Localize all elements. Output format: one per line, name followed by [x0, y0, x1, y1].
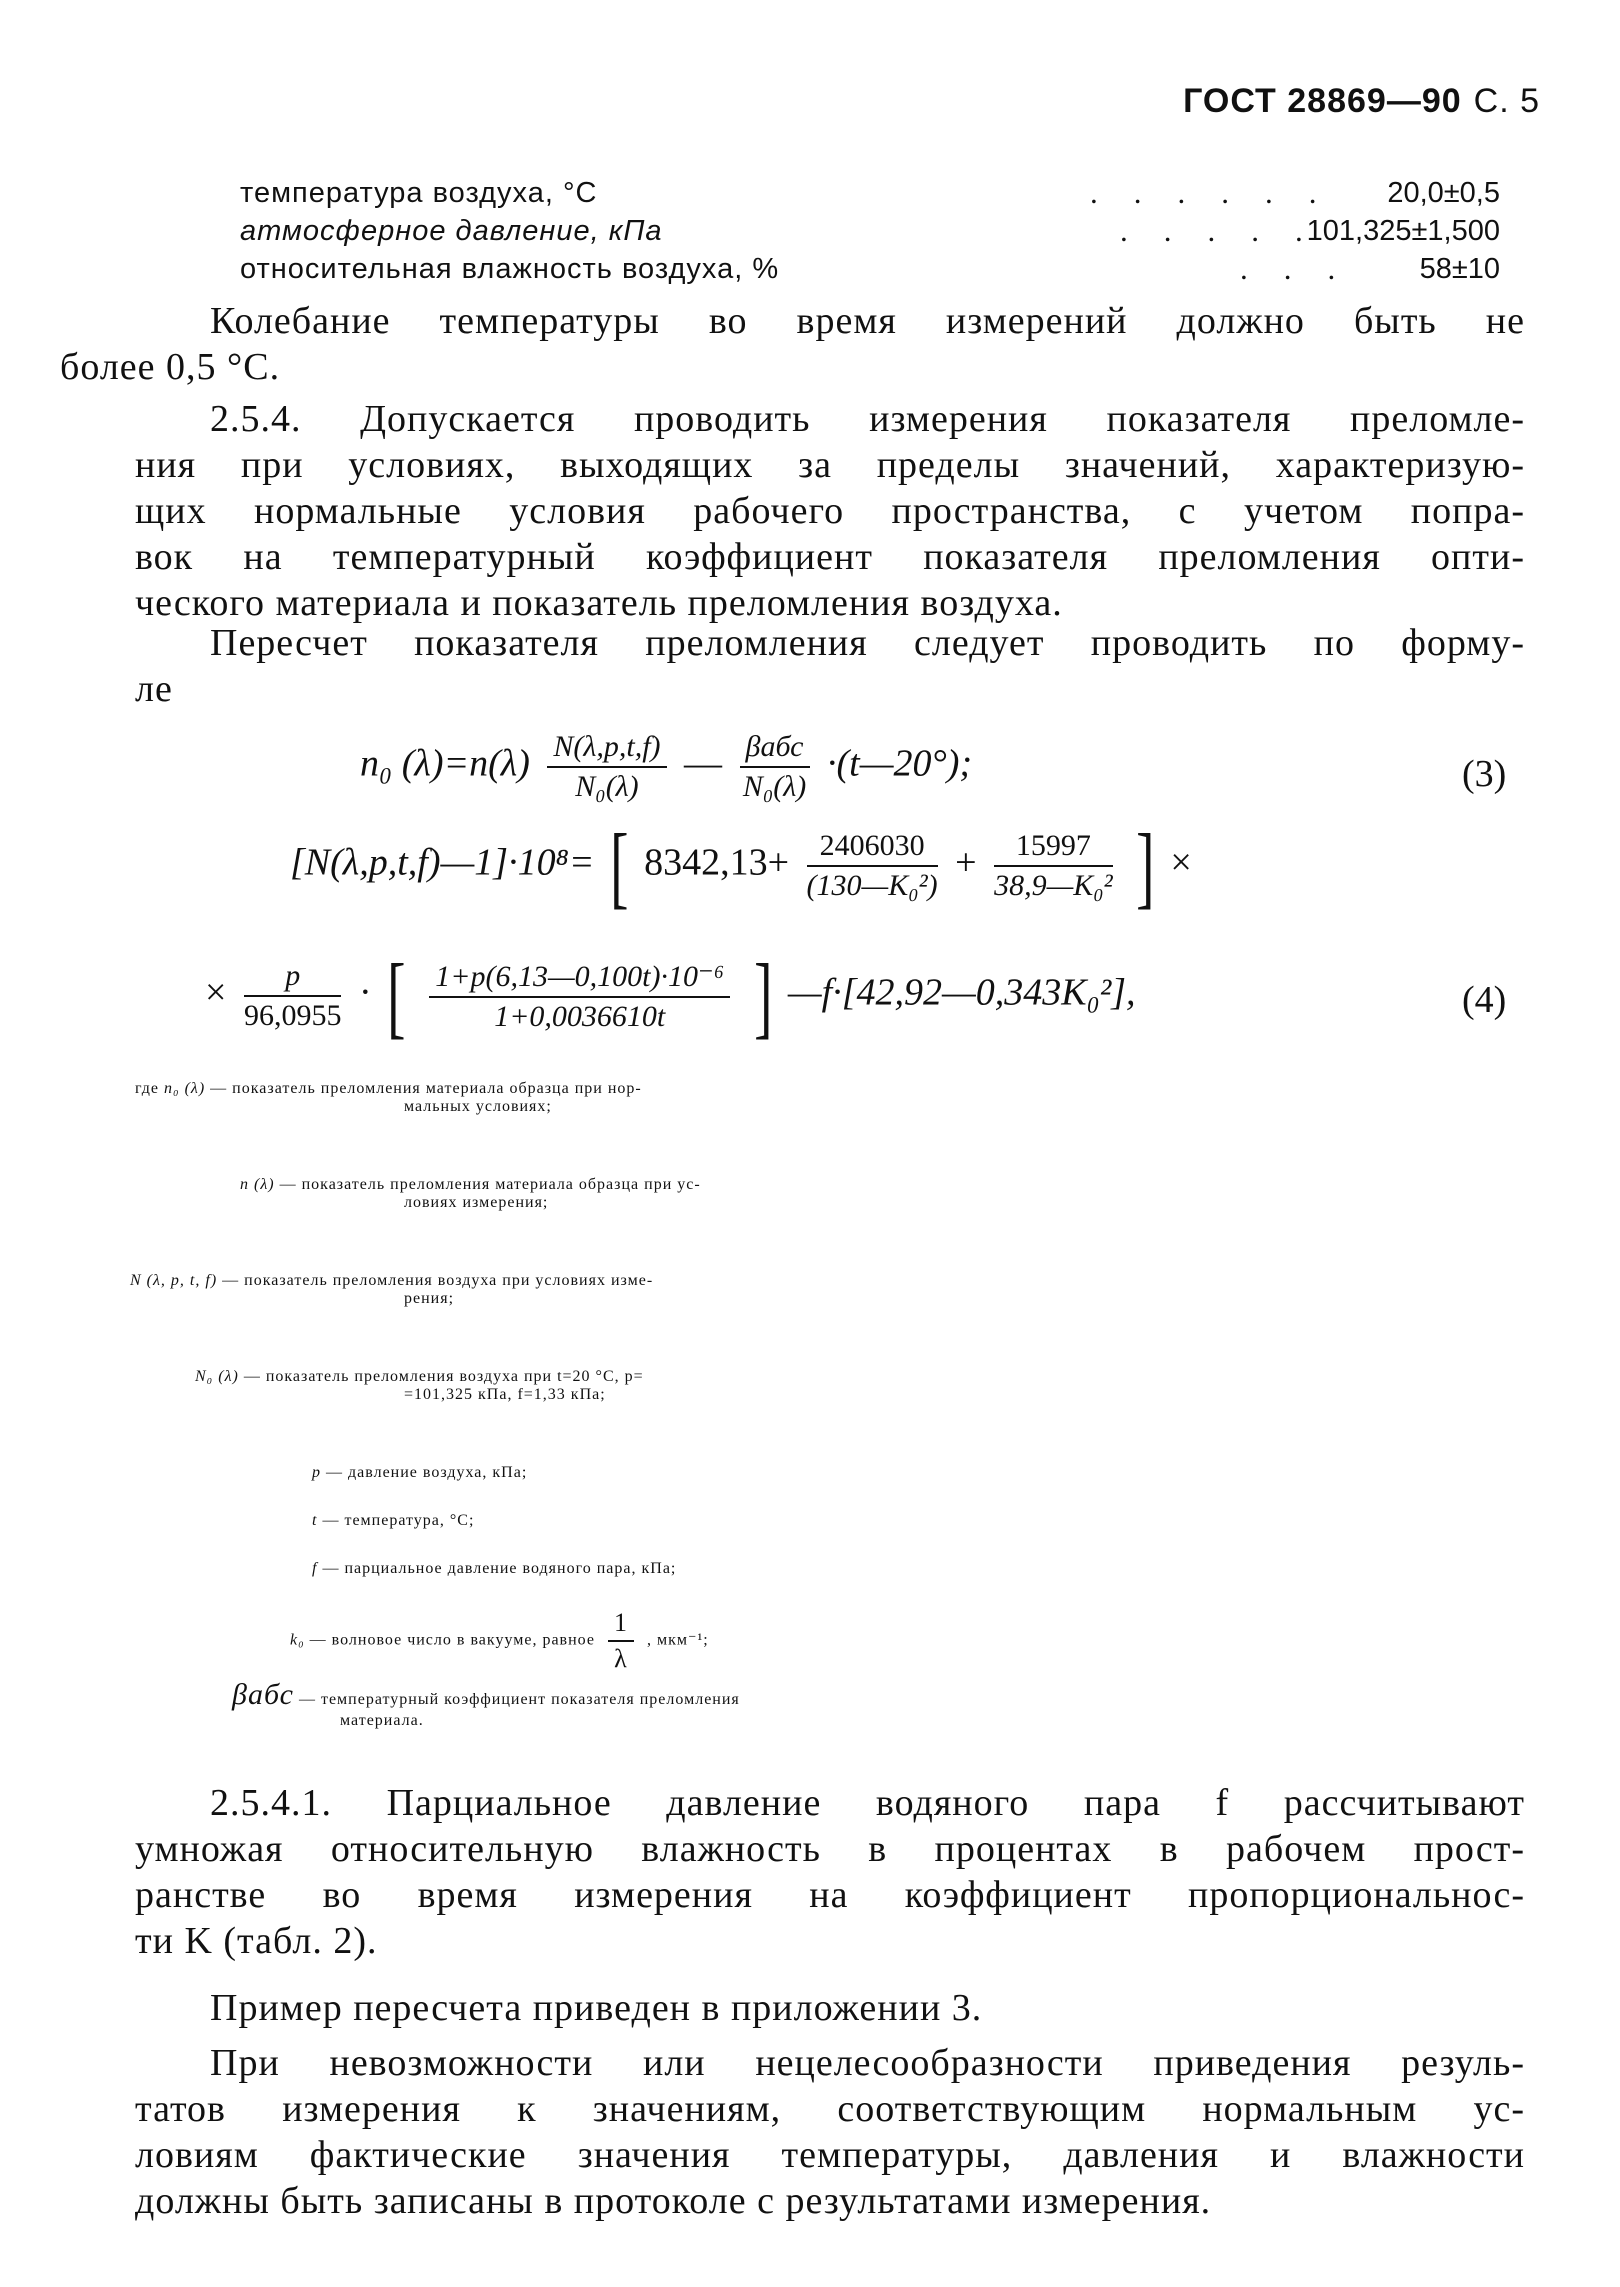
eq3-lhs: n₀ (λ)=n(λ) — [360, 742, 530, 785]
paragraph-2-5-4 — [135, 396, 1525, 626]
def-continuation: ловиях измерения; — [404, 1194, 549, 1211]
text-line: 2.5.4.1. Парциальное давление водяного пара f рассчитывают — [210, 1782, 1525, 1824]
condition-row — [240, 174, 1540, 212]
denominator: 1+0,0036610t — [494, 999, 666, 1033]
text-line: татов измерения к значениям, соответствующим нормальным ус- — [135, 2088, 1525, 2130]
definition-beta — [232, 1678, 1525, 1730]
def-symbol: k₀ — [290, 1631, 305, 1649]
def-symbol: f — [312, 1560, 318, 1577]
condition-label: атмосферное давление, кПа — [240, 215, 663, 247]
text-line: Пересчет показателя преломления следует проводить по форму- — [210, 622, 1525, 664]
text-line: ранстве во время измерения на коэффициент пропорциональнос- — [135, 1874, 1525, 1916]
equation-3 — [360, 730, 972, 804]
definition-N0 — [195, 1368, 1525, 1404]
leader-dots: ..... — [1120, 213, 1339, 248]
times-sign: × — [205, 971, 227, 1014]
def-text: — давление воздуха, кПа; — [321, 1464, 528, 1481]
text-line: ния при условиях, выходящих за пределы значений, характеризую- — [135, 444, 1525, 486]
def-symbol: p — [312, 1464, 321, 1481]
denominator: 38,9—K₀² — [994, 869, 1113, 902]
condition-row — [240, 250, 1540, 288]
leader-dots: ... — [1240, 251, 1372, 286]
condition-value: 101,325±1,500 — [1306, 215, 1500, 247]
eq3-fraction-beta — [740, 730, 810, 804]
def-text: — парциальное давление водяного пара, кПа; — [317, 1560, 677, 1577]
condition-row — [240, 212, 1540, 250]
numerator: βабс — [740, 730, 810, 768]
numerator: 2406030 — [807, 829, 938, 867]
def-text: — показатель преломления материала образца при ус- — [274, 1176, 701, 1193]
paragraph-recalculation — [135, 620, 1525, 712]
def-text: — показатель преломления материала образца при нор- — [205, 1080, 642, 1097]
plus-sign: + — [955, 841, 977, 884]
text-line: ти K (табл. 2). — [135, 1920, 378, 1962]
numerator: 15997 — [994, 829, 1113, 867]
text-line: ловиям фактические значения температуры, давления и влажности — [135, 2134, 1525, 2176]
def-text: — температура, °С; — [317, 1512, 475, 1529]
text-line: вок на температурный коэффициент показателя преломления опти- — [135, 536, 1525, 578]
def-unit: , мкм⁻¹; — [646, 1631, 709, 1649]
condition-value: 58±10 — [1419, 253, 1500, 285]
def-continuation: мальных условиях; — [404, 1098, 552, 1115]
def-text: — температурный коэффициент показателя преломления — [293, 1691, 740, 1708]
k0-fraction — [608, 1608, 634, 1674]
def-text: — показатель преломления воздуха при t=20 °С, p= — [238, 1368, 644, 1385]
minus-sign: — — [684, 742, 723, 785]
eq4-fraction-pressure — [244, 959, 342, 1033]
paragraph-final — [135, 2040, 1525, 2224]
times-sign: × — [1170, 841, 1192, 884]
right-bracket: ] — [753, 945, 773, 1047]
left-bracket: [ — [610, 815, 629, 917]
text-line: должны быть записаны в протоколе с результатами измерения. — [135, 2180, 1212, 2222]
right-bracket: ] — [1136, 815, 1155, 917]
numerator: p — [244, 959, 342, 997]
denominator: N₀(λ) — [742, 770, 807, 803]
text-line: При невозможности или нецелесообразности приведения резуль- — [210, 2042, 1525, 2084]
paragraph-example: Пример пересчета приведен в приложении 3. — [210, 1987, 983, 2029]
document-number: ГОСТ 28869—90 — [1183, 82, 1462, 120]
def-symbol: N (λ, p, t, f) — [130, 1272, 218, 1289]
left-bracket: [ — [387, 945, 406, 1047]
definition-k0 — [290, 1608, 709, 1674]
definition-f — [312, 1560, 676, 1578]
def-symbol: t — [312, 1512, 318, 1529]
definition-t — [312, 1512, 474, 1530]
denominator: 96,0955 — [243, 999, 342, 1032]
def-symbol: N₀ (λ) — [195, 1368, 239, 1385]
def-symbol: n (λ) — [240, 1176, 275, 1193]
equation-number-3: (3) — [1462, 753, 1507, 795]
condition-label: температура воздуха, °С — [240, 177, 598, 209]
text-line: ческого материала и показатель преломления воздуха. — [135, 582, 1063, 624]
definition-n0 — [135, 1080, 1525, 1116]
def-prefix: где — [135, 1080, 165, 1097]
def-continuation: =101,325 кПа, f=1,33 кПа; — [404, 1386, 606, 1403]
def-symbol: n₀ (λ) — [164, 1080, 206, 1097]
denominator: λ — [614, 1644, 628, 1673]
equation-number-4: (4) — [1462, 979, 1507, 1021]
text-line: более 0,5 °С. — [60, 346, 281, 388]
dot-sign: · — [358, 971, 372, 1014]
text-line: Колебание температуры во время измерений должно быть не — [210, 300, 1525, 342]
definition-N — [130, 1272, 1525, 1308]
def-text: — показатель преломления воздуха при условиях изме- — [217, 1272, 654, 1289]
eq4-constant: 8342,13+ — [644, 841, 790, 884]
leader-dots: ...... — [1090, 175, 1353, 210]
denominator: N₀(λ) — [575, 770, 639, 803]
condition-label: относительная влажность воздуха, % — [240, 253, 780, 285]
eq4-fraction-1 — [807, 829, 938, 903]
page-number: С. 5 — [1473, 82, 1540, 120]
numerator: 1+p(6,13—0,100t)·10⁻⁶ — [429, 959, 730, 998]
paragraph-2-5-4-1 — [135, 1780, 1525, 1964]
denominator: (130—K₀²) — [806, 869, 938, 902]
definition-n — [240, 1176, 1525, 1212]
condition-value: 20,0±0,5 — [1387, 177, 1500, 209]
equation-4-line-2 — [205, 945, 1136, 1047]
equation-4-line-1 — [290, 815, 1192, 917]
eq4-fraction-2 — [994, 829, 1113, 903]
def-symbol: βабс — [232, 1678, 294, 1711]
eq4-tail: —f·[42,92—0,343K₀²], — [787, 971, 1136, 1014]
def-text: — волновое число в вакууме, равное — [304, 1631, 595, 1649]
text-line: умножая относительную влажность в процентах в рабочем прост- — [135, 1828, 1525, 1870]
eq4-lhs: [N(λ,p,t,f)—1]·10⁸= — [290, 841, 595, 884]
text-line: ле — [135, 668, 173, 710]
page-header — [1183, 82, 1540, 121]
def-continuation: материала. — [340, 1712, 424, 1729]
paragraph-temperature-fluctuation — [60, 298, 1525, 390]
definition-p — [312, 1464, 527, 1482]
eq4-fraction-temperature — [429, 959, 730, 1034]
eq3-tail: ·(t—20°); — [827, 742, 973, 785]
eq3-fraction-air — [547, 730, 666, 804]
numerator: 1 — [608, 1608, 634, 1642]
text-line: щих нормальные условия рабочего пространства, с учетом попра- — [135, 490, 1525, 532]
def-continuation: рения; — [404, 1290, 455, 1307]
numerator: N(λ,p,t,f) — [547, 730, 666, 768]
text-line: 2.5.4. Допускается проводить измерения показателя преломле- — [210, 398, 1525, 440]
